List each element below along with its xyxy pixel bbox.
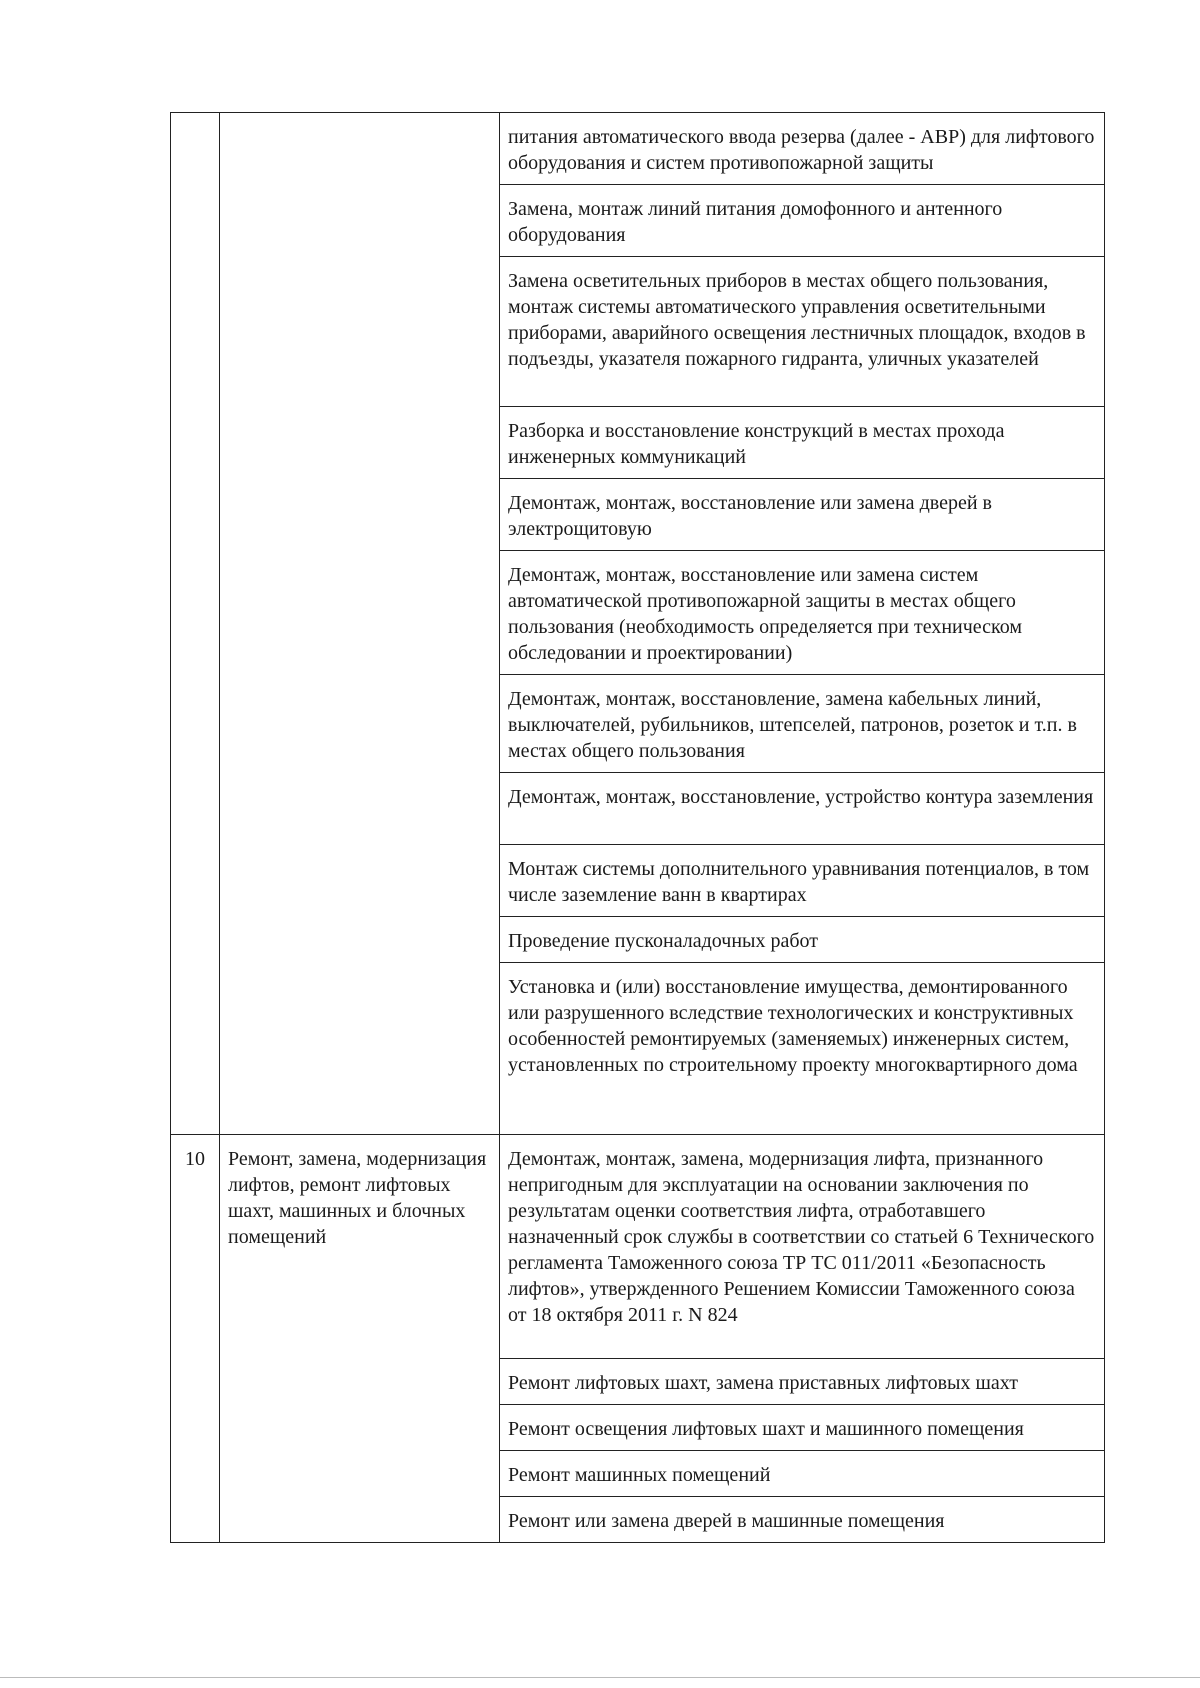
row-number-cell bbox=[171, 113, 220, 1135]
work-item: питания автоматического ввода резерва (далее - АВР) для лифтового оборудования и систем противопожарной защиты bbox=[500, 113, 1105, 185]
work-item: Ремонт машинных помещений bbox=[500, 1451, 1105, 1497]
work-item: Демонтаж, монтаж, восстановление или замена систем автоматической противопожарной защиты в местах общего пользования (необходимость определяется при техническом обследовании и проектировании) bbox=[500, 551, 1105, 675]
table-row bbox=[171, 1135, 1105, 1359]
work-item: Демонтаж, монтаж, замена, модернизация лифта, признанного непригодным для эксплуатации на основании заключения по результатам оценки соответствия лифта, отработавшего назначенный срок службы в соответствии со статьей 6 Технического регламента Таможенного союза ТР ТС 011/2011 «Безопасность лифтов», утвержденного Решением Комиссии Таможенного союза от 18 октября 2011 г. N 824 bbox=[500, 1135, 1105, 1359]
work-type-cell bbox=[220, 113, 500, 1135]
work-item: Демонтаж, монтаж, восстановление, устройство контура заземления bbox=[500, 773, 1105, 845]
work-type-name: Ремонт, замена, модернизация лифтов, ремонт лифтовых шахт, машинных и блочных помещений bbox=[220, 1135, 500, 1543]
work-item: Установка и (или) восстановление имущества, демонтированного или разрушенного вследствие технологических и конструктивных особенностей ремонтируемых (заменяемых) инженерных систем, установленных по строительному проекту многоквартирного дома bbox=[500, 963, 1105, 1135]
work-item: Замена осветительных приборов в местах общего пользования, монтаж системы автоматического управления осветительными приборами, аварийного освещения лестничных площадок, входов в подъезды, указателя пожарного гидранта, уличных указателей bbox=[500, 257, 1105, 407]
work-item: Замена, монтаж линий питания домофонного и антенного оборудования bbox=[500, 185, 1105, 257]
work-item: Проведение пусконаладочных работ bbox=[500, 917, 1105, 963]
work-item: Ремонт освещения лифтовых шахт и машинного помещения bbox=[500, 1405, 1105, 1451]
work-item: Ремонт лифтовых шахт, замена приставных лифтовых шахт bbox=[500, 1359, 1105, 1405]
table-row bbox=[171, 113, 1105, 185]
work-item: Разборка и восстановление конструкций в местах прохода инженерных коммуникаций bbox=[500, 407, 1105, 479]
work-item: Демонтаж, монтаж, восстановление, замена кабельных линий, выключателей, рубильников, штепселей, патронов, розеток и т.п. в местах общего пользования bbox=[500, 675, 1105, 773]
work-item: Демонтаж, монтаж, восстановление или замена дверей в электрощитовую bbox=[500, 479, 1105, 551]
scan-edge-line bbox=[0, 1677, 1200, 1678]
work-item: Ремонт или замена дверей в машинные помещения bbox=[500, 1497, 1105, 1543]
work-item: Монтаж системы дополнительного уравнивания потенциалов, в том числе заземление ванн в квартирах bbox=[500, 845, 1105, 917]
row-number: 10 bbox=[171, 1135, 220, 1543]
works-table bbox=[170, 112, 1105, 1543]
